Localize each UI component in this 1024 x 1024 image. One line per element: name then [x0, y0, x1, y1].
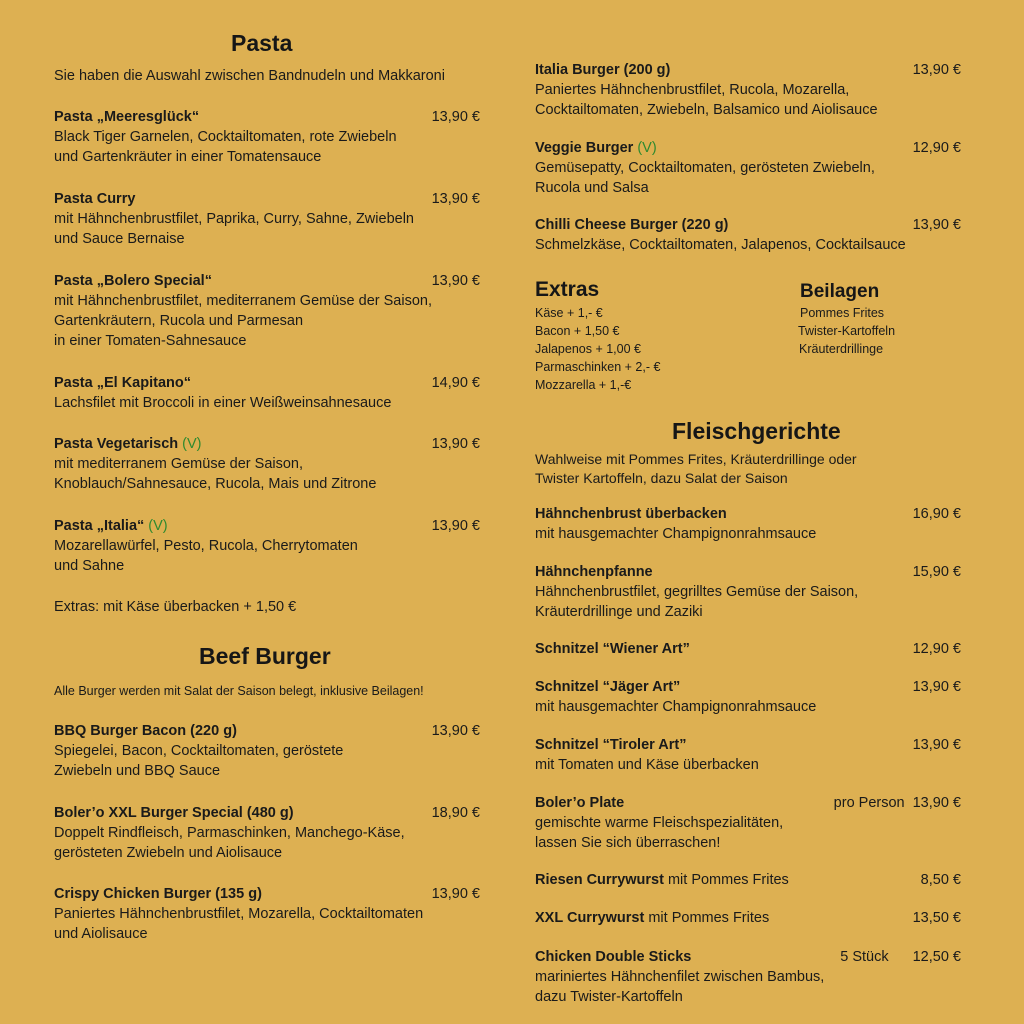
item-price: 13,90 €: [431, 436, 480, 452]
item-description: Schmelzkäse, Cocktailtomaten, Jalapenos, Cocktailsauce: [535, 237, 906, 253]
menu-item: [535, 138, 961, 198]
menu-item: [54, 516, 480, 576]
item-description: gemischte warme Fleischspezialitäten, lassen Sie sich überraschen!: [535, 815, 784, 851]
pasta-intro: Sie haben die Auswahl zwischen Bandnudeln und Makkaroni: [54, 68, 445, 84]
item-name: Pasta Vegetarisch: [54, 436, 179, 452]
item-price: 12,50 €: [912, 949, 961, 965]
item-name: BBQ Burger Bacon (220 g): [54, 723, 237, 739]
menu-item: [535, 215, 961, 255]
menu-item: [535, 639, 961, 659]
item-name: Crispy Chicken Burger (135 g): [54, 886, 262, 902]
menu-item: [535, 60, 961, 120]
item-price: 13,50 €: [912, 910, 961, 926]
fleisch-intro: Wahlweise mit Pommes Frites, Kräuterdrillinge oder Twister Kartoffeln, dazu Salat der Saison: [535, 451, 857, 486]
item-price: 18,90 €: [431, 805, 480, 821]
pasta-title: Pasta: [231, 30, 293, 56]
item-price: 8,50 €: [920, 872, 961, 888]
item-description: mit hausgemachter Champignonrahmsauce: [535, 526, 817, 542]
menu-item: [54, 434, 480, 494]
item-description: Gemüsepatty, Cocktailtomaten, gerösteten Zwiebeln, Rucola und Salsa: [535, 160, 875, 196]
item-name: XXL Currywurst: [535, 910, 645, 926]
item-name: Hähnchenpfanne: [535, 564, 653, 580]
item-qualifier: 5 Stück: [840, 949, 889, 965]
menu-item: [535, 677, 961, 717]
menu-item: [535, 504, 961, 544]
item-description: Paniertes Hähnchenbrustfilet, Rucola, Mozarella, Cocktailtomaten, Zwiebeln, Balsamico und Aiolisauce: [535, 82, 878, 118]
menu-item: [54, 271, 480, 351]
menu-item: [535, 562, 961, 622]
item-price: 12,90 €: [912, 140, 961, 156]
item-price: 13,90 €: [431, 109, 480, 125]
item-name: Italia Burger (200 g): [535, 62, 671, 78]
vegetarian-badge: (V): [182, 436, 202, 452]
item-name: Pasta „Italia“: [54, 518, 145, 534]
beef-burger-title: Beef Burger: [199, 643, 331, 669]
item-name: Chilli Cheese Burger (220 g): [535, 217, 729, 233]
menu-item: [54, 107, 480, 167]
beilagen-item: Twister-Kartoffeln: [798, 324, 896, 338]
item-name: Riesen Currywurst: [535, 872, 664, 888]
item-name: Schnitzel “Jäger Art”: [535, 679, 681, 695]
item-name: Pasta „Bolero Special“: [54, 273, 212, 289]
vegetarian-badge: (V): [148, 518, 168, 534]
menu-item: [535, 947, 961, 1007]
item-description: Paniertes Hähnchenbrustfilet, Mozarella, Cocktailtomaten und Aiolisauce: [54, 906, 424, 942]
item-price: 13,90 €: [912, 737, 961, 753]
item-description: Mozarellawürfel, Pesto, Rucola, Cherrytomaten und Sahne: [54, 538, 358, 574]
item-suffix: mit Pommes Frites: [663, 872, 789, 888]
item-price: 16,90 €: [912, 506, 961, 522]
item-description: mit hausgemachter Champignonrahmsauce: [535, 699, 817, 715]
item-description: Spiegelei, Bacon, Cocktailtomaten, geröstete Zwiebeln und BBQ Sauce: [54, 743, 344, 779]
beilagen-item: Kräuterdrillinge: [799, 342, 884, 356]
extras-item: Bacon + 1,50 €: [535, 324, 620, 338]
item-suffix: mit Pommes Frites: [644, 910, 770, 926]
beilagen-item: Pommes Frites: [800, 306, 885, 320]
item-description: Doppelt Rindfleisch, Parmaschinken, Manchego-Käse, gerösteten Zwiebeln und Aiolisauce: [54, 825, 405, 861]
item-description: Black Tiger Garnelen, Cocktailtomaten, rote Zwiebeln und Gartenkräuter in einer Tomatensauce: [54, 129, 397, 165]
item-description: mit Hähnchenbrustfilet, mediterranem Gemüse der Saison, Gartenkräutern, Rucola und Parmesan in einer Tomaten-Sahnesauce: [54, 293, 432, 349]
item-name: Hähnchenbrust überbacken: [535, 506, 727, 522]
menu-item: [54, 189, 480, 249]
menu-item: [54, 803, 480, 863]
item-price: 13,90 €: [912, 217, 961, 233]
item-price: 13,90 €: [912, 62, 961, 78]
item-description: mit Tomaten und Käse überbacken: [535, 757, 759, 773]
item-name: Pasta „El Kapitano“: [54, 375, 191, 391]
item-price: 13,90 €: [431, 273, 480, 289]
extras-item: Parmaschinken + 2,- €: [535, 360, 661, 374]
item-description: mit mediterranem Gemüse der Saison, Knoblauch/Sahnesauce, Rucola, Mais und Zitrone: [54, 456, 377, 492]
menu-item: [54, 884, 480, 944]
extras-list: [535, 304, 660, 394]
item-price: 13,90 €: [431, 191, 480, 207]
item-name: Chicken Double Sticks: [535, 949, 692, 965]
menu-item: [535, 870, 961, 890]
item-name: Schnitzel “Tiroler Art”: [535, 737, 687, 753]
menu-item: [535, 793, 961, 853]
item-price: 13,90 €: [431, 886, 480, 902]
fleisch-title: Fleischgerichte: [672, 418, 841, 444]
item-name: Schnitzel “Wiener Art”: [535, 641, 690, 657]
item-description: Lachsfilet mit Broccoli in einer Weißweinsahnesauce: [54, 395, 392, 411]
menu-item: [54, 721, 480, 781]
item-price: 13,90 €: [912, 679, 961, 695]
item-name: Veggie Burger: [535, 140, 634, 156]
item-description: Hähnchenbrustfilet, gegrilltes Gemüse der Saison, Kräuterdrillinge und Zaziki: [535, 584, 859, 620]
menu-item: [535, 908, 961, 928]
pasta-extras-note: Extras: mit Käse überbacken + 1,50 €: [54, 599, 297, 615]
beef-burger-intro: Alle Burger werden mit Salat der Saison belegt, inklusive Beilagen!: [54, 684, 424, 698]
item-price: 12,90 €: [912, 641, 961, 657]
extras-item: Käse + 1,- €: [535, 306, 603, 320]
extras-item: Jalapenos + 1,00 €: [535, 342, 641, 356]
item-name: Boler’o Plate: [535, 795, 625, 811]
beilagen-title: Beilagen: [800, 281, 880, 302]
item-name: Pasta „Meeresglück“: [54, 109, 200, 125]
beilagen-list: [798, 304, 895, 358]
item-price: 14,90 €: [431, 375, 480, 391]
extras-title: Extras: [535, 278, 600, 301]
item-price: 15,90 €: [912, 564, 961, 580]
item-description: mit Hähnchenbrustfilet, Paprika, Curry, Sahne, Zwiebeln und Sauce Bernaise: [54, 211, 414, 247]
extras-item: Mozzarella + 1,-€: [535, 378, 632, 392]
item-name: Pasta Curry: [54, 191, 136, 207]
item-price: 13,90 €: [912, 795, 961, 811]
item-price: 13,90 €: [431, 723, 480, 739]
menu-item: [54, 373, 480, 413]
item-qualifier: pro Person: [833, 795, 905, 811]
vegetarian-badge: (V): [637, 140, 657, 156]
menu-item: [535, 735, 961, 775]
item-description: mariniertes Hähnchenfilet zwischen Bambus, dazu Twister-Kartoffeln: [535, 969, 825, 1005]
item-name: Boler’o XXL Burger Special (480 g): [54, 805, 294, 821]
item-price: 13,90 €: [431, 518, 480, 534]
